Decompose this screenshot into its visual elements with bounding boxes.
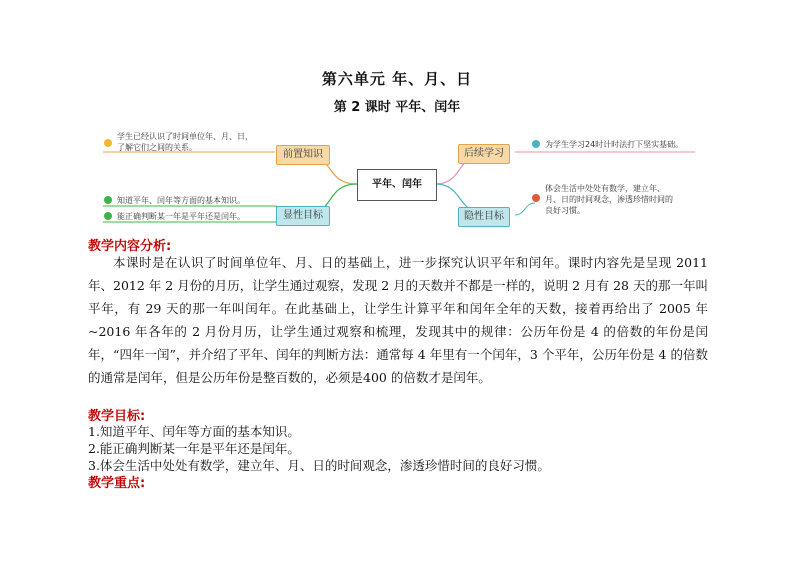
- leaf-prior-2: 了解它们之间的关系。: [117, 143, 197, 152]
- analysis-heading: 教学内容分析:: [88, 239, 172, 254]
- node-implicit-goal: 隐性目标: [458, 207, 510, 227]
- keypoints-heading: 教学重点:: [88, 476, 146, 491]
- node-explicit-goal: 显性目标: [276, 206, 330, 226]
- objectives-heading: 教学目标:: [88, 409, 146, 424]
- smile-icon: [104, 139, 112, 147]
- implicit-line: [515, 203, 535, 215]
- analysis-body: 本课时是在认识了时间单位年、月、日的基础上，进一步探究认识平年和闰年。课时内容先是呈现 2011 年、2012 年 2 月份的月历，让学生通过观察，发现 2 月的天数并不都是一样的，说明 2 月有 28 天的那一年叫平年，有 29 天的那一年叫闰年。在此基础上，让学生计算平年和闰年全年的天数，接着再给出了 2005 年~2016 年各年的 2 月份月历，让学生通过观察和梳理，发现其中的规律：公历年份是 4 的倍数的年份是闰年，“四年一闰”，并介绍了平年、闰年的判断方法：通常每 4 年里有一个闰年，3 个平年，公历年份是 4 的倍数的通常是闰年，但是公历年份是整百数的，必须是400 的倍数才是闰年。: [88, 255, 708, 385]
- leaf-implicit-2: 月、日的时间观念，渗透珍惜时间的: [545, 195, 673, 204]
- objective-item-3: 3.体会生活中处处有数学，建立年、月、日的时间观念，渗透珍惜时间的良好习惯。: [88, 458, 550, 473]
- leaf-prior-1: 学生已经认识了时间单位年、月、日，: [117, 132, 253, 141]
- check-icon: [104, 196, 112, 204]
- leaf-implicit-3: 良好习惯。: [545, 206, 585, 215]
- leaf-explicit-2: 能正确判断某一年是平年还是闰年。: [117, 212, 245, 221]
- lesson-title: 第 2 课时 平年、闰年: [333, 100, 461, 115]
- check-icon: [104, 212, 112, 220]
- leaf-implicit-1: 体会生活中处处有数学，建立年、: [545, 184, 665, 193]
- leaf-follow-1: 为学生学习24时计时法打下坚实基础。: [545, 140, 684, 149]
- flag-icon: [532, 194, 540, 202]
- node-follow-up: 后续学习: [458, 144, 510, 164]
- mindmap-center: 平年、闰年: [357, 169, 437, 201]
- objective-item-1: 1.知道平年、闰年等方面的基本知识。: [88, 424, 300, 439]
- node-prior-knowledge: 前置知识: [276, 145, 330, 165]
- objective-item-2: 2.能正确判断某一年是平年还是闰年。: [88, 441, 300, 456]
- leaf-explicit-1: 知道平年、闰年等方面的基本知识。: [117, 196, 245, 205]
- unit-title: 第六单元 年、月、日: [321, 70, 473, 88]
- arrow-icon: [532, 140, 540, 148]
